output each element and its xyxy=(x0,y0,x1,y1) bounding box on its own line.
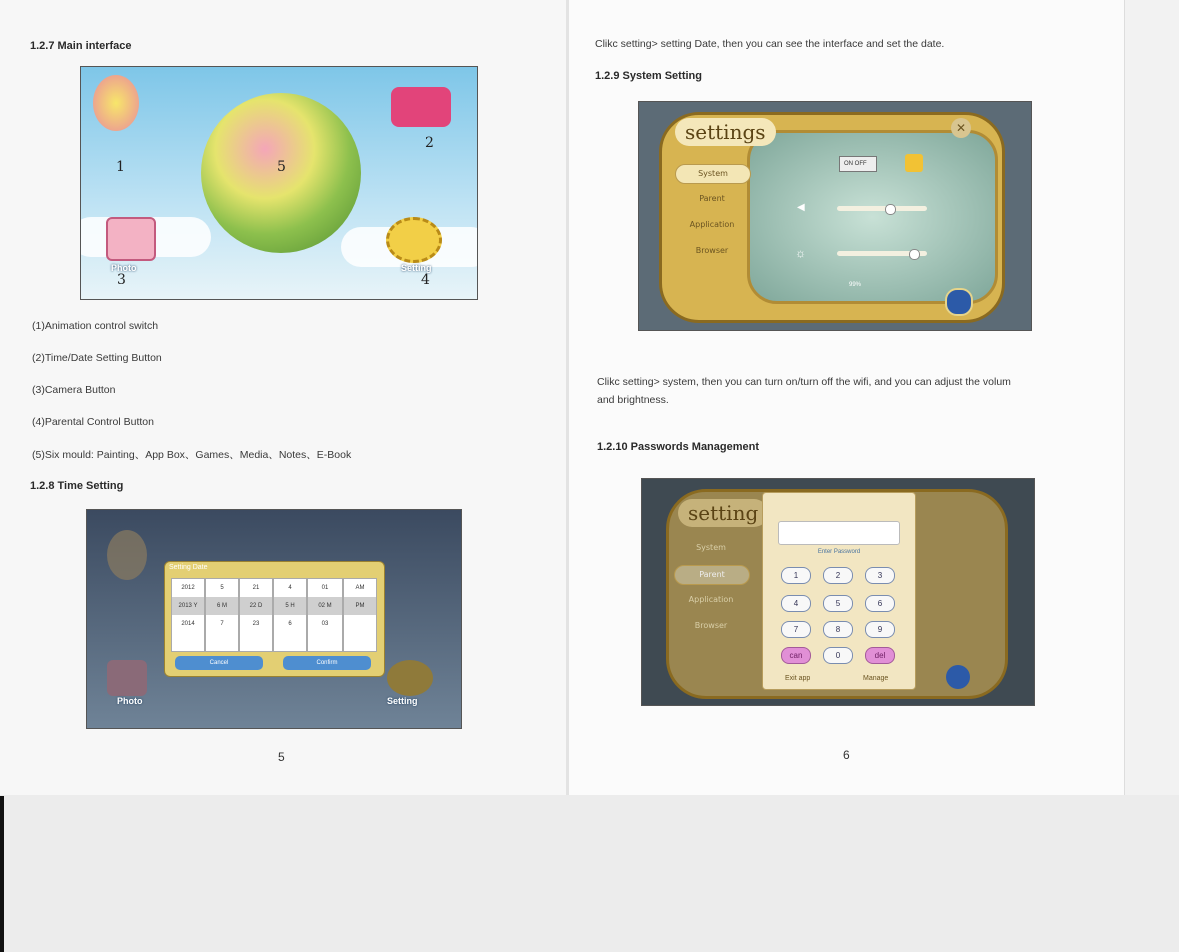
cancel-button[interactable]: Cancel xyxy=(175,656,263,670)
page-number: 6 xyxy=(843,748,850,762)
brightness-knob[interactable] xyxy=(909,249,920,260)
setting-label: Setting xyxy=(401,263,432,273)
dialog-title: Setting Date xyxy=(169,564,208,571)
enter-password-label: Enter Password xyxy=(817,549,861,555)
tab-parent[interactable]: Parent xyxy=(699,194,725,203)
tab-browser[interactable]: Browser xyxy=(695,246,729,255)
tab-system[interactable]: System xyxy=(675,164,751,184)
key-1[interactable]: 1 xyxy=(781,567,811,584)
exit-app-button[interactable]: Exit app xyxy=(785,675,811,682)
key-2[interactable]: 2 xyxy=(823,567,853,584)
manage-button[interactable]: Manage xyxy=(863,675,889,682)
camera-icon xyxy=(107,660,147,696)
delete-key[interactable]: del xyxy=(865,647,895,664)
gear-icon[interactable] xyxy=(386,217,442,263)
main-interface-screenshot xyxy=(80,66,478,300)
close-icon[interactable]: ✕ xyxy=(951,118,971,138)
wifi-toggle[interactable]: ON OFF xyxy=(839,156,877,172)
list-item: (4)Parental Control Button xyxy=(32,416,154,428)
list-item: (2)Time/Date Setting Button xyxy=(32,352,162,364)
book-spine xyxy=(566,0,569,795)
photo-label: Photo xyxy=(117,696,143,706)
balloon-icon xyxy=(107,530,147,580)
volume-knob[interactable] xyxy=(885,204,896,215)
page-number: 5 xyxy=(278,750,285,764)
clock-house-icon[interactable] xyxy=(391,87,451,127)
tab-application[interactable]: Application xyxy=(689,220,735,229)
ampm-column[interactable]: AM PM xyxy=(343,578,377,652)
balloon-icon[interactable] xyxy=(93,75,139,131)
heading-main-interface: 1.2.7 Main interface xyxy=(30,40,132,52)
system-setting-screenshot xyxy=(638,101,1032,331)
brightness-icon: ☼ xyxy=(795,246,806,260)
password-dialog xyxy=(762,492,916,690)
tab-application[interactable]: Application xyxy=(688,595,734,604)
callout-2: 2 xyxy=(425,135,434,151)
list-item: (3)Camera Button xyxy=(32,384,116,396)
volume-slider[interactable] xyxy=(837,206,927,211)
key-9[interactable]: 9 xyxy=(865,621,895,638)
confirm-check-icon[interactable] xyxy=(945,288,973,316)
battery-label: 99% xyxy=(849,282,862,288)
setting-label: Setting xyxy=(387,696,418,706)
settings-title: settings xyxy=(675,118,776,146)
callout-1: 1 xyxy=(116,159,125,175)
key-0[interactable]: 0 xyxy=(823,647,853,664)
date-picker-dialog xyxy=(164,561,385,677)
minute-column[interactable]: 01 02 M 03 xyxy=(307,578,343,652)
settings-title: setting xyxy=(678,499,768,527)
hour-column[interactable]: 4 5 H 6 xyxy=(273,578,307,652)
callout-5: 5 xyxy=(277,159,286,175)
gear-icon xyxy=(387,660,433,696)
key-4[interactable]: 4 xyxy=(781,595,811,612)
year-column[interactable]: 2012 2013 Y 2014 xyxy=(171,578,205,652)
photo-label: Photo xyxy=(111,263,137,273)
confirm-check-icon xyxy=(946,665,970,689)
system-description: Clikc setting> system, then you can turn on/turn off the wifi, and you can adjust the volum xyxy=(597,376,1011,388)
callout-4: 4 xyxy=(421,272,430,288)
key-8[interactable]: 8 xyxy=(823,621,853,638)
month-column[interactable]: 5 6 M 7 xyxy=(205,578,239,652)
key-7[interactable]: 7 xyxy=(781,621,811,638)
heading-system-setting: 1.2.9 System Setting xyxy=(595,70,702,82)
tab-parent[interactable]: Parent xyxy=(674,565,750,585)
heading-passwords: 1.2.10 Passwords Management xyxy=(597,441,760,453)
cancel-key[interactable]: can xyxy=(781,647,811,664)
scanner-background xyxy=(0,795,1179,952)
scanner-edge xyxy=(0,796,4,952)
day-column[interactable]: 21 22 D 23 xyxy=(239,578,273,652)
password-input[interactable] xyxy=(778,521,900,545)
intro-text: Clikc setting> setting Date, then you can see the interface and set the date. xyxy=(595,38,945,50)
system-description: and brightness. xyxy=(597,394,669,406)
wifi-icon xyxy=(905,154,923,172)
callout-3: 3 xyxy=(117,272,126,288)
confirm-button[interactable]: Confirm xyxy=(283,656,371,670)
camera-icon[interactable] xyxy=(106,217,156,261)
page-edge xyxy=(1124,0,1179,795)
list-item: (5)Six mould: Painting、App Box、Games、Media、Notes、E-Book xyxy=(32,449,352,461)
volume-icon: ◀ xyxy=(797,202,805,213)
list-item: (1)Animation control switch xyxy=(32,320,159,332)
tab-system[interactable]: System xyxy=(696,543,726,552)
key-6[interactable]: 6 xyxy=(865,595,895,612)
heading-time-setting: 1.2.8 Time Setting xyxy=(30,480,124,492)
key-5[interactable]: 5 xyxy=(823,595,853,612)
key-3[interactable]: 3 xyxy=(865,567,895,584)
tab-browser[interactable]: Browser xyxy=(694,621,728,630)
